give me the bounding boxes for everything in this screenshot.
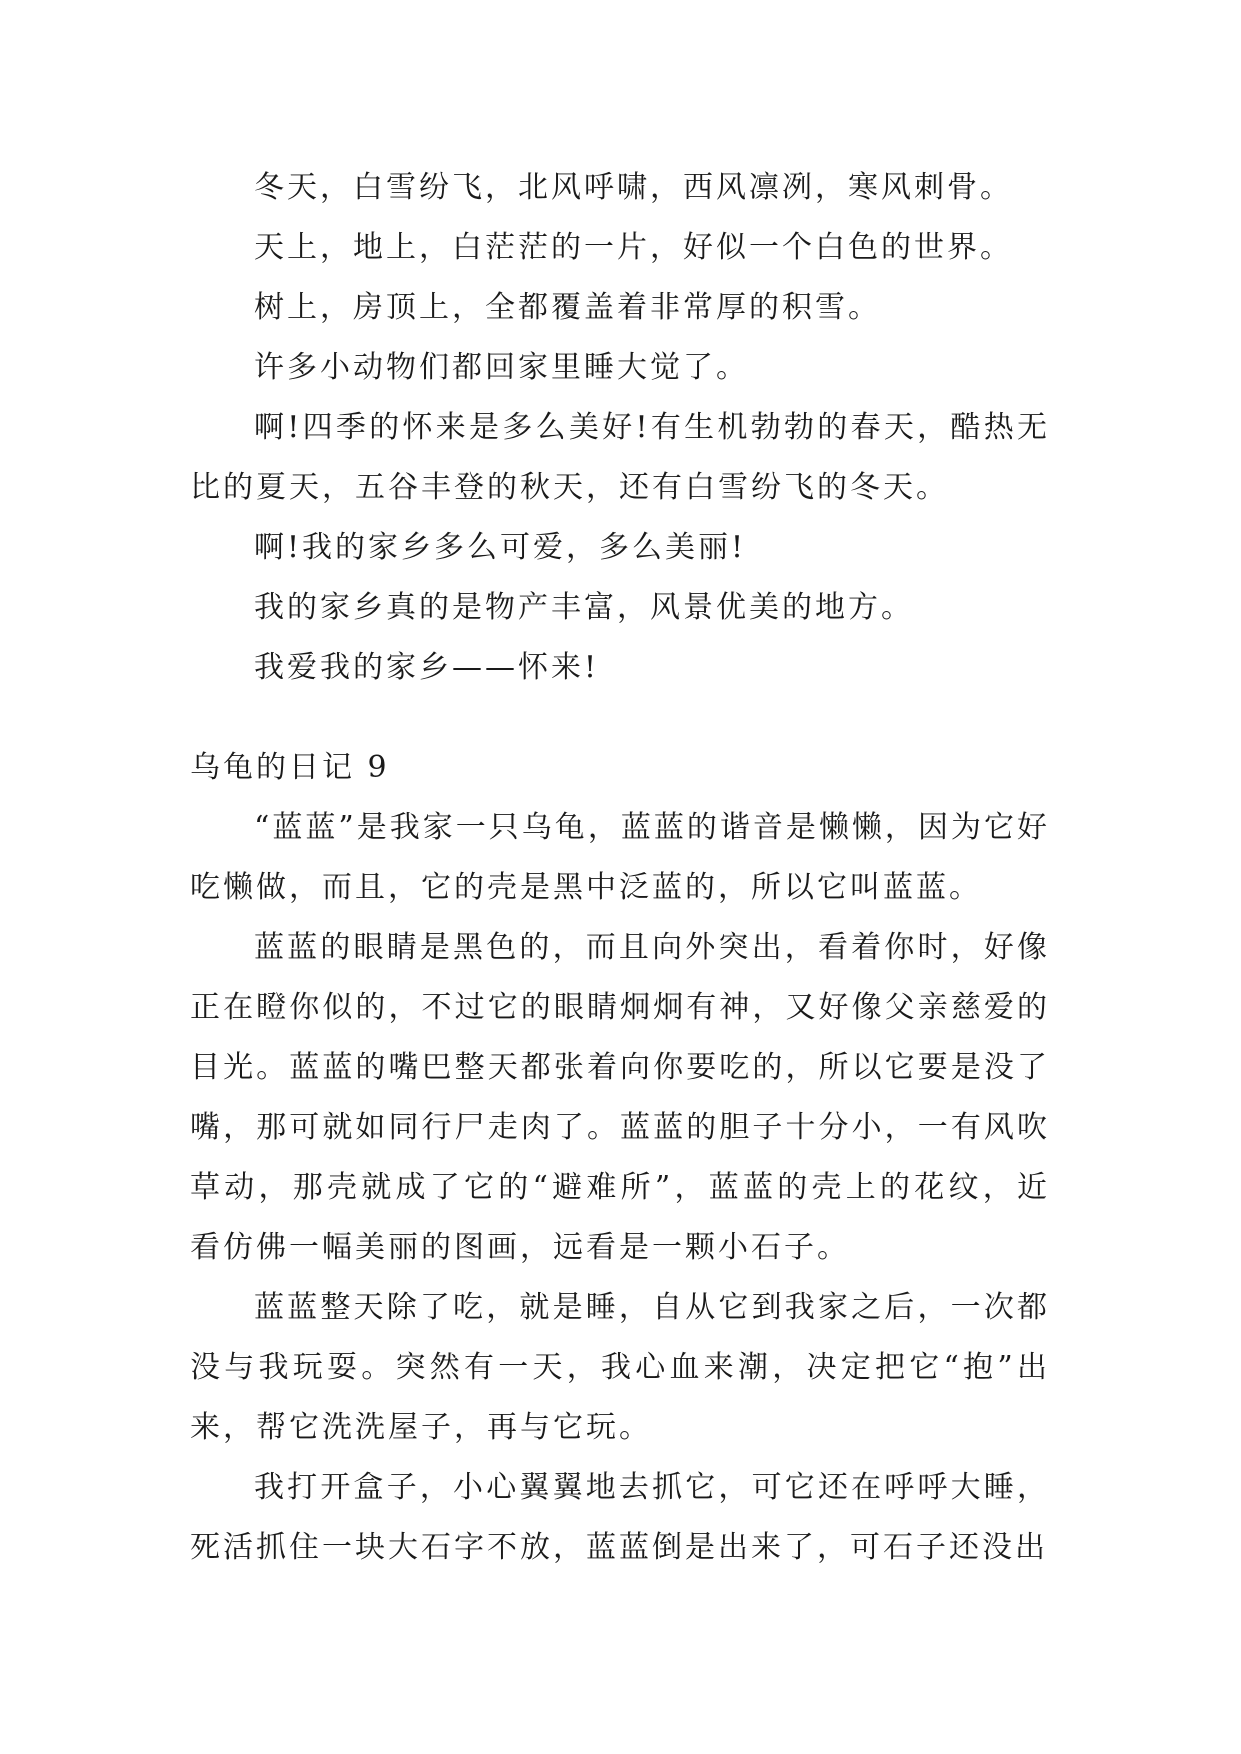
- paragraph: 天上，地上，白茫茫的一片，好似一个白色的世界。: [254, 230, 1013, 265]
- paragraph: 我爱我的家乡——怀来!: [254, 650, 600, 685]
- paragraph: 冬天，白雪纷飞，北风呼啸，西风凛冽，寒风刺骨。: [254, 170, 1013, 205]
- paragraph: 啊!我的家乡多么可爱，多么美丽!: [254, 530, 747, 565]
- paragraph: 树上，房顶上，全都覆盖着非常厚的积雪。: [254, 290, 881, 325]
- paragraph: 蓝蓝的眼睛是黑色的，而且向外突出，看着你时，好像正在瞪你似的，不过它的眼睛炯炯有神，又好像父亲慈爱的目光。蓝蓝的嘴巴整天都张着向你要吃的，所以它要是没了嘴，那可就如同行尸走肉了。蓝蓝的胆子十分小，一有风吹草动，那壳就成了它的“避难所”，蓝蓝的壳上的花纹，近看仿佛一幅美丽的图画，远看是一颗小石子。: [190, 930, 1050, 1265]
- paragraph: 我的家乡真的是物产丰富，风景优美的地方。: [254, 590, 914, 625]
- paragraph: 我打开盒子，小心翼翼地去抓它，可它还在呼呼大睡，死活抓住一块大石字不放，蓝蓝倒是出来了，可石子还没出: [190, 1470, 1050, 1565]
- paragraph: 啊!四季的怀来是多么美好!有生机勃勃的春天，酷热无比的夏天，五谷丰登的秋天，还有白雪纷飞的冬天。: [190, 410, 1050, 505]
- paragraph: “蓝蓝”是我家一只乌龟，蓝蓝的谐音是懒懒，因为它好吃懒做，而且，它的壳是黑中泛蓝的，所以它叫蓝蓝。: [190, 810, 1050, 905]
- section-one: [190, 158, 1050, 698]
- section-title: 乌龟的日记 9: [190, 750, 390, 785]
- paragraph: 许多小动物们都回家里睡大觉了。: [254, 350, 749, 385]
- paragraph: 蓝蓝整天除了吃，就是睡，自从它到我家之后，一次都没与我玩耍。突然有一天，我心血来潮，决定把它“抱”出来，帮它洗洗屋子，再与它玩。: [190, 1290, 1050, 1445]
- section-two: [190, 738, 1050, 1578]
